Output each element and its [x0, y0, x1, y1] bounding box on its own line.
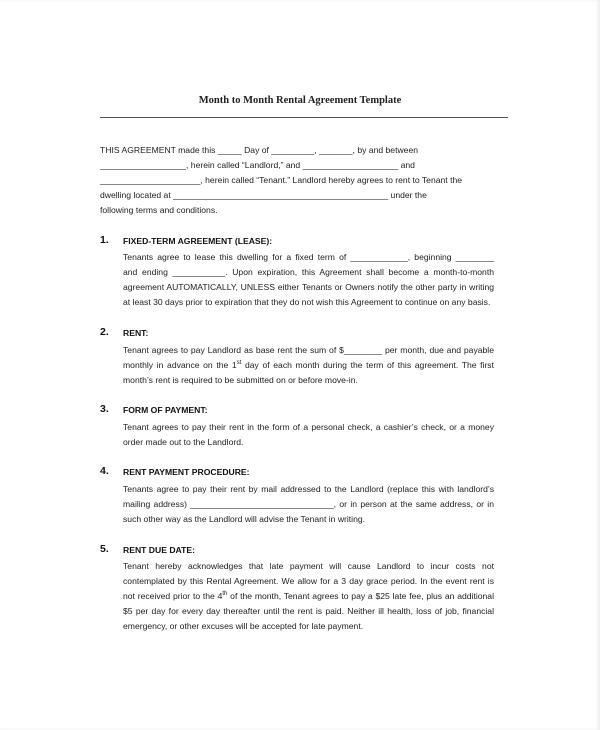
- section-body: [123, 343, 494, 388]
- body-line: agreement AUTOMATICALLY, UNLESS either Tenants or Owners notify the other party in writing: [123, 282, 494, 292]
- title-divider: [100, 117, 508, 118]
- body-line: $5 per day for every day thereafter until the rent is paid. Neither ill health, loss of job, financial: [123, 606, 494, 616]
- body-line: month’s rent is required to be submitted on or before move-in.: [123, 375, 358, 385]
- section-heading: RENT:: [123, 328, 149, 338]
- body-text: monthly in advance on the 1: [123, 360, 237, 370]
- section-body: [123, 559, 494, 634]
- intro-paragraph: [100, 143, 508, 218]
- section-number: 4.: [100, 465, 109, 477]
- section-number: 1.: [100, 234, 109, 246]
- body-line: Tenants agree to pay their rent by mail addressed to the Landlord (replace this with landlord’s: [123, 484, 494, 494]
- section-heading: RENT PAYMENT PROCEDURE:: [123, 467, 250, 477]
- body-text: of the month, Tenant agrees to pay a $25 late fee, plus an additional: [227, 591, 494, 601]
- body-line: mailing address) ______________________________, or in person at the same address, or in: [123, 499, 494, 509]
- section-body: [123, 250, 494, 310]
- intro-line: _____________________, herein called “Tenant.” Landlord hereby agrees to rent to Tenant the: [100, 175, 463, 185]
- document-title: Month to Month Rental Agreement Template: [198, 95, 402, 106]
- body-text: not received prior to the 4: [123, 591, 223, 601]
- intro-line: __________________, herein called “Landlord,” and ____________________ and: [100, 160, 415, 170]
- body-line: and ending ___________. Upon expiration, this Agreement shall become a month-to-month: [123, 267, 494, 277]
- section-number: 3.: [100, 403, 109, 415]
- body-line: Tenant hereby acknowledges that late payment will cause Landlord to incur costs not: [123, 561, 494, 571]
- section-number: 2.: [100, 326, 109, 338]
- body-line: Tenants agree to lease this dwelling for a fixed term of ____________, beginning ________: [123, 252, 494, 262]
- body-line: emergency, or other excuses will be accepted for late payment.: [123, 621, 364, 631]
- section-body: [123, 482, 494, 527]
- intro-line: dwelling located at _____________________________________________ under the: [100, 190, 427, 200]
- section-body: [123, 420, 494, 450]
- section-heading: FIXED-TERM AGREEMENT (LEASE):: [123, 236, 273, 246]
- body-line: Tenant agrees to pay Landlord as base rent the sum of $________ per month, due and payable: [123, 345, 494, 355]
- body-line: at least 30 days prior to expiration that they do not wish this Agreement to continue on any basis.: [123, 297, 491, 307]
- body-line: contemplated by this Rental Agreement. We allow for a 3 day grace period. In the event rent is: [123, 576, 494, 586]
- ordinal-suffix: st: [236, 360, 242, 367]
- section-number: 5.: [100, 543, 109, 555]
- body-text: day of each month during the term of this agreement. The first: [241, 360, 494, 370]
- body-line: Tenant agrees to pay their rent in the form of a personal check, a cashier’s check, or a money: [123, 422, 494, 432]
- ordinal-suffix: th: [222, 591, 228, 598]
- body-line: order made out to the Landlord.: [123, 437, 244, 447]
- intro-line: following terms and conditions.: [100, 205, 218, 215]
- intro-line: THIS AGREEMENT made this _____ Day of _________, _______, by and between: [100, 145, 419, 155]
- body-line: [123, 589, 494, 604]
- section-heading: RENT DUE DATE:: [123, 545, 195, 555]
- body-line: such other way as the Landlord will advise the Tenant in writing.: [123, 514, 366, 524]
- section-heading: FORM OF PAYMENT:: [123, 405, 208, 415]
- body-line: [123, 358, 494, 373]
